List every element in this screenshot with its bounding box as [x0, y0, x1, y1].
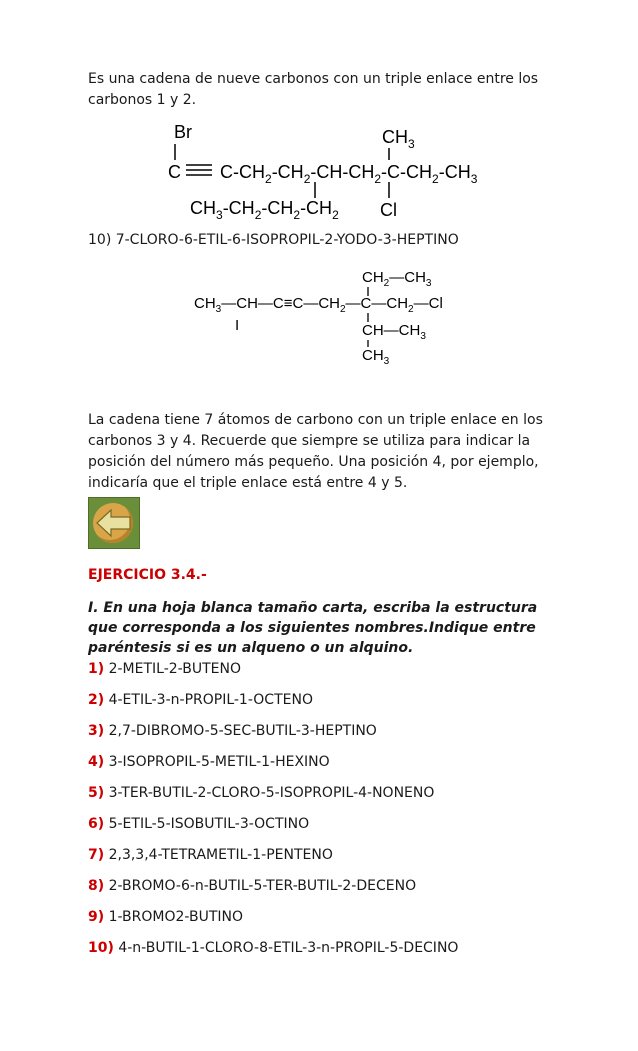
- butyl-branch-label: $CH_3-CH_2-CH_2-CH_2$: [190, 198, 339, 222]
- back-arrow-icon: [95, 507, 133, 539]
- methyl-bottom-label: $CH_3$: [362, 347, 390, 367]
- list-item: 7) 2,3,3,4-TETRAMETIL-1-PENTENO: [88, 847, 333, 863]
- iodine-label: I: [235, 317, 240, 334]
- main-chain-label: $C-CH_2-CH_2-CH-CH_2-C-CH_2-CH_3$: [220, 162, 478, 186]
- exercise-list: [88, 660, 458, 970]
- intro-paragraph: Es una cadena de nueve carbonos con un triple enlace entre los carbonos 1 y 2.: [88, 71, 539, 108]
- bromine-label: Br: [174, 122, 192, 142]
- list-item: 1) 2-METIL-2-BUTENO: [88, 661, 241, 677]
- methyl-top-label: $CH_3$: [382, 127, 415, 151]
- list-item: 5) 3-TER-BUTIL-2-CLORO-5-ISOPROPIL-4-NONENO: [88, 785, 435, 801]
- list-item: 9) 1-BROMO2-BUTINO: [88, 909, 243, 925]
- list-item: 10) 4-n-BUTIL-1-CLORO-8-ETIL-3-n-PROPIL-5-DECINO: [88, 940, 459, 956]
- exercise-title: EJERCICIO 3.4.-: [88, 567, 207, 583]
- chemical-structure-1: [160, 118, 490, 223]
- list-item: 2) 4-ETIL-3-n-PROPIL-1-OCTENO: [88, 692, 313, 708]
- main-chain-2-label: $CH_3—CH—C\equiv C—CH_2—C—CH_2—Cl$: [194, 295, 443, 315]
- back-button[interactable]: [88, 497, 140, 549]
- compound-10-title: 10) 7-CLORO-6-ETIL-6-ISOPROPIL-2-YODO-3-HEPTINO: [88, 232, 459, 248]
- list-item: 8) 2-BROMO-6-n-BUTIL-5-TER-BUTIL-2-DECENO: [88, 878, 417, 894]
- exercise-instructions: I. En una hoja blanca tamaño carta, escriba la estructura que corresponda a los siguientes nombres.Indique entre paréntesis si es un alqueno o un alquino.: [88, 600, 538, 656]
- list-item: 3) 2,7-DIBROMO-5-SEC-BUTIL-3-HEPTINO: [88, 723, 377, 739]
- carbon-1-label: C: [168, 162, 181, 182]
- isopropyl-label: $CH—CH_3$: [362, 322, 426, 342]
- explanation-paragraph: La cadena tiene 7 átomos de carbono con un triple enlace en los carbonos 3 y 4. Recuerde que siempre se utiliza para indicar la posición del número más pequeño. Una posición 4, por ejemplo, indicaría que el triple enlace está entre 4 y 5.: [88, 412, 543, 491]
- list-item: 6) 5-ETIL-5-ISOBUTIL-3-OCTINO: [88, 816, 310, 832]
- chlorine-label: Cl: [380, 200, 397, 220]
- ethyl-top-label: $CH_2—CH_3$: [362, 269, 432, 289]
- chemical-structure-2: [190, 265, 460, 365]
- list-item: 4) 3-ISOPROPIL-5-METIL-1-HEXINO: [88, 754, 330, 770]
